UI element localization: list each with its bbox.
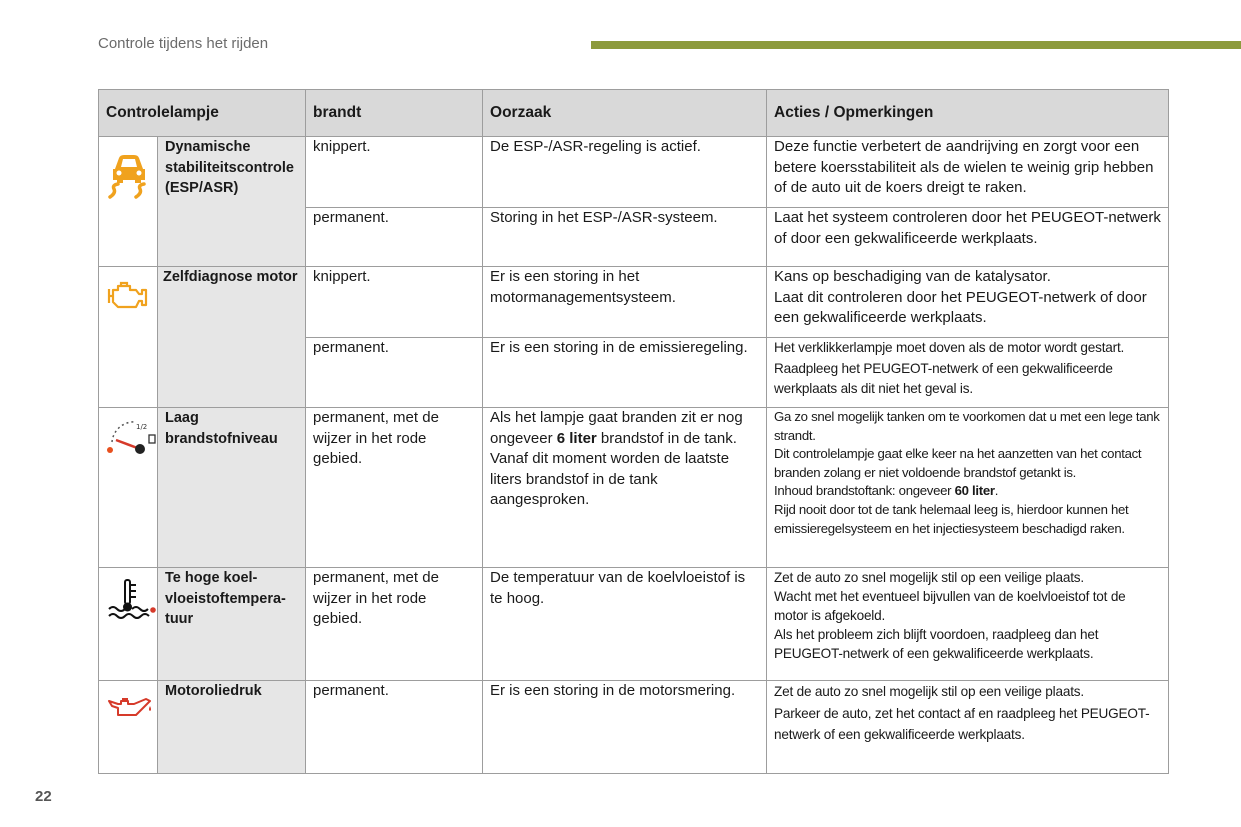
acties-cell: Het verklikkerlampje moet doven als de motor wordt gestart. Raadpleeg het PEUGEOT-netwerk of een gekwalificeerde werkplaats als dit niet het geval is. — [767, 338, 1169, 408]
header-acties: Acties / Opmerkingen — [767, 90, 1169, 137]
acties-cell: Zet de auto zo snel mogelijk stil op een veilige plaats. Parkeer de auto, zet het contact af en raadpleeg het PEUGEOT-netwerk of een gekwalificeerde werkplaats. — [767, 681, 1169, 774]
oorzaak-cell: Er is een storing in het motormanagementsysteem. — [483, 267, 767, 338]
esp-icon-cell — [99, 137, 158, 267]
brandt-cell: permanent, met de wijzer in het rode gebied. — [306, 408, 483, 568]
page-header-title: Controle tijdens het rijden — [98, 35, 269, 52]
header-brandt: brandt — [306, 90, 483, 137]
table-row — [99, 568, 1169, 681]
brandt-cell: permanent, met de wijzer in het rode gebied. — [306, 568, 483, 681]
acties-cell: Deze functie verbetert de aandrijving en zorgt voor een betere koersstabiliteit als de wielen te weinig grip hebben of de auto uit de koers dreigt te raken. — [767, 137, 1169, 208]
coolant-icon-cell — [99, 568, 158, 681]
page-number: 22 — [35, 788, 52, 805]
brandt-cell: permanent. — [306, 338, 483, 408]
svg-text:1/2: 1/2 — [136, 423, 148, 431]
engine-icon — [106, 281, 150, 311]
acties-cell: Zet de auto zo snel mogelijk stil op een veilige plaats. Wacht met het eventueel bijvullen van de koelvloeistof tot de motor is afgekoeld. Als het probleem zich blijft voordoen, raadpleeg dan het PEUGEOT-netwerk of een gekwalificeerde werkplaats. — [767, 568, 1169, 681]
oorzaak-cell: Er is een storing in de emissieregeling. — [483, 338, 767, 408]
acties-cell: Kans op beschadiging van de katalysator. Laat dit controleren door het PEUGEOT-netwerk of door een gekwalificeerde werkplaats. — [767, 267, 1169, 338]
coolant-temperature-icon — [106, 578, 156, 622]
header-oorzaak: Oorzaak — [483, 90, 767, 137]
table-row — [99, 408, 1169, 568]
lamp-label-esp: Dynamische stabiliteitscontrole (ESP/ASR) — [158, 137, 306, 267]
lamp-label-coolant: Te hoge koel-vloeistoftempera-tuur — [158, 568, 306, 681]
oil-can-icon — [106, 693, 154, 723]
table-row — [99, 137, 1169, 208]
oorzaak-cell: Storing in het ESP-/ASR-systeem. — [483, 208, 767, 267]
brandt-cell: permanent. — [306, 208, 483, 267]
acties-cell: Ga zo snel mogelijk tanken om te voorkomen dat u met een lege tank strandt. Dit controlelampje gaat elke keer na het aanzetten van het contact branden zolang er niet voldoende brandstof getankt is. Inhoud brandstoftank: ongeveer 60 liter. Rijd nooit door tot de tank helemaal leeg is, hierdoor kunnen het emissieregelsysteem en het injectiesysteem beschadigd raken. — [767, 408, 1169, 568]
warning-lamps-table — [98, 89, 1169, 774]
header-accent-bar — [591, 41, 1241, 49]
lamp-label-oil: Motoroliedruk — [158, 681, 306, 774]
table-row — [99, 267, 1169, 338]
oorzaak-cell: De temperatuur van de koelvloeistof is te hoog. — [483, 568, 767, 681]
esp-skid-icon — [106, 149, 152, 199]
oorzaak-cell: De ESP-/ASR-regeling is actief. — [483, 137, 767, 208]
acties-cell: Laat het systeem controleren door het PEUGEOT-netwerk of door een gekwalificeerde werkplaats. — [767, 208, 1169, 267]
fuel-icon-cell — [99, 408, 158, 568]
lamp-label-engine: Zelfdiagnose motor — [158, 267, 306, 408]
header-controlelampje: Controlelampje — [99, 90, 306, 137]
engine-icon-cell — [99, 267, 158, 408]
table-header-row — [99, 90, 1169, 137]
fuel-gauge-icon — [106, 420, 158, 462]
table-row — [99, 681, 1169, 774]
oorzaak-cell: Als het lampje gaat branden zit er nog ongeveer 6 liter brandstof in de tank. Vanaf dit moment worden de laatste liters brandstof in de tank aangesproken. — [483, 408, 767, 568]
brandt-cell: knippert. — [306, 137, 483, 208]
oil-icon-cell — [99, 681, 158, 774]
oorzaak-cell: Er is een storing in de motorsmering. — [483, 681, 767, 774]
lamp-label-fuel: Laag brandstofniveau — [158, 408, 306, 568]
brandt-cell: permanent. — [306, 681, 483, 774]
brandt-cell: knippert. — [306, 267, 483, 338]
